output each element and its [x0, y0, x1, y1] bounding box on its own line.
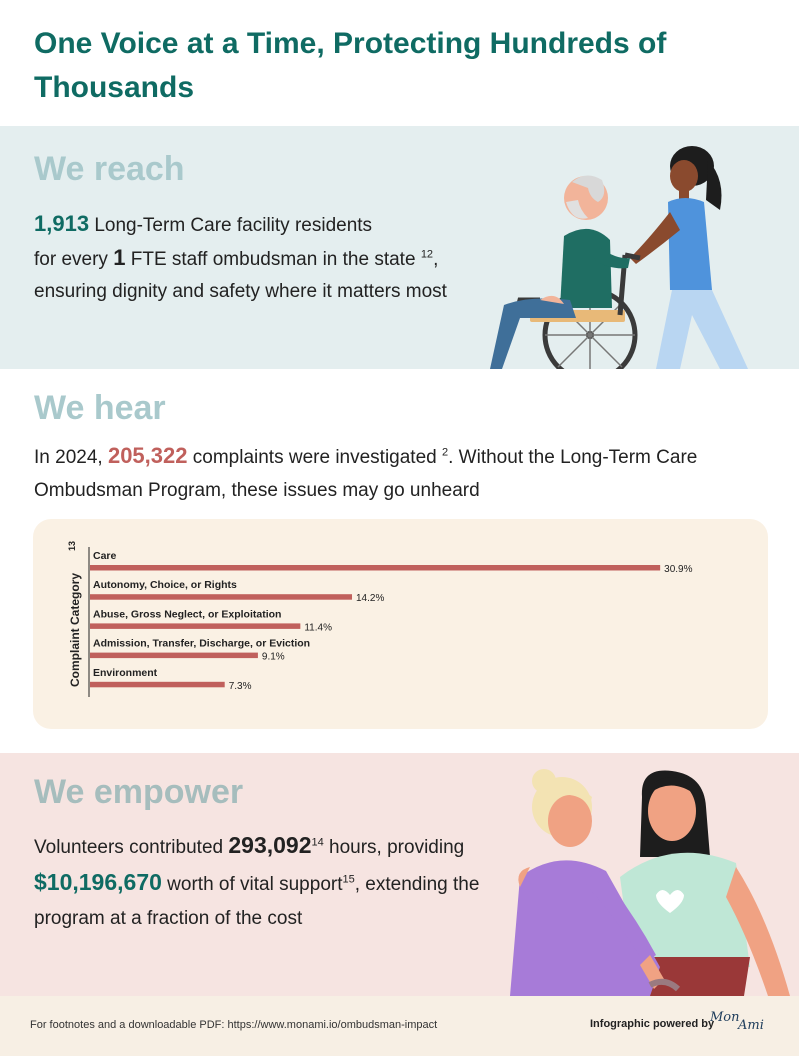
- footer-credit: Infographic powered by: [590, 1018, 715, 1030]
- empower-footnote-1: 14: [311, 836, 324, 849]
- bar-value-label: 9.1%: [261, 651, 285, 663]
- we-hear-section: [0, 369, 799, 753]
- bar: [90, 682, 225, 688]
- wheelchair-caregiver-illustration: [480, 140, 760, 369]
- y-axis-label-footnote: 13: [67, 540, 77, 551]
- footer: [0, 996, 799, 1056]
- category-label: Environment: [93, 666, 158, 679]
- bar-value-label: 11.4%: [304, 622, 332, 634]
- we-reach-text: [34, 208, 504, 308]
- footer-pdf-link[interactable]: For footnotes and a downloadable PDF: https://www.monami.io/ombudsman-impact: [30, 1019, 438, 1031]
- category-label: Autonomy, Choice, or Rights: [93, 579, 237, 592]
- we-reach-heading: We reach: [34, 150, 185, 188]
- we-empower-text: [34, 828, 524, 936]
- reach-line3: ensuring dignity and safety where it matters most: [34, 281, 447, 302]
- footnote-marker: 12: [420, 248, 434, 261]
- monami-logo-mark: [708, 1010, 768, 1032]
- fte-comma: ,: [433, 249, 439, 270]
- bar: [90, 565, 660, 571]
- svg-text:Mon: Mon: [710, 1010, 740, 1025]
- bar-value-label: 14.2%: [356, 593, 385, 605]
- complaint-chart-card: [33, 519, 768, 729]
- empower-post: , extending the program at a fraction of the cost: [34, 874, 480, 929]
- hear-post: . Without the Long-Term Care Ombudsman Program, these issues may go unheard: [34, 447, 698, 501]
- empower-mid2: worth of vital support: [161, 874, 343, 895]
- bar-value-label: 30.9%: [664, 564, 693, 575]
- residents-count: 1,913: [34, 211, 90, 236]
- y-axis-label: Complaint Category: [68, 572, 82, 687]
- category-label: Care: [93, 550, 117, 562]
- we-hear-text: [34, 439, 774, 507]
- svg-text:Ami: Ami: [738, 1018, 764, 1032]
- we-hear-heading: We hear: [34, 389, 166, 427]
- empower-pre: Volunteers contributed: [34, 837, 229, 858]
- category-label: Admission, Transfer, Discharge, or Eviction: [93, 637, 311, 650]
- page-title: One Voice at a Time, Protecting Hundreds of Thousands: [34, 27, 667, 104]
- support-value: $10,196,670: [34, 869, 162, 895]
- complaints-count: 205,322: [107, 443, 188, 468]
- we-empower-section: [0, 753, 799, 996]
- volunteer-hours: 293,092: [228, 832, 312, 858]
- bar: [90, 594, 352, 600]
- we-reach-section: [0, 126, 799, 369]
- fte-count: 1: [113, 245, 126, 270]
- empower-footnote-2: 15: [342, 873, 355, 886]
- bar-value-label: 7.3%: [228, 680, 252, 692]
- complaint-category-chart: [33, 519, 768, 729]
- bar: [90, 653, 258, 659]
- hear-footnote: 2: [442, 446, 449, 459]
- hear-mid: complaints were investigated: [187, 447, 442, 468]
- we-empower-heading: We empower: [34, 773, 244, 811]
- bar: [90, 623, 300, 629]
- hear-pre: In 2024,: [34, 447, 108, 468]
- fte-pre: for every: [34, 249, 114, 270]
- category-label: Abuse, Gross Neglect, or Exploitation: [93, 608, 282, 621]
- empower-mid: hours, providing: [323, 837, 465, 858]
- volunteer-support-illustration: [500, 767, 799, 996]
- fte-post: FTE staff ombudsman in the state: [125, 249, 421, 270]
- residents-label: Long-Term Care facility residents: [89, 215, 373, 236]
- monami-logo[interactable]: [708, 1010, 768, 1036]
